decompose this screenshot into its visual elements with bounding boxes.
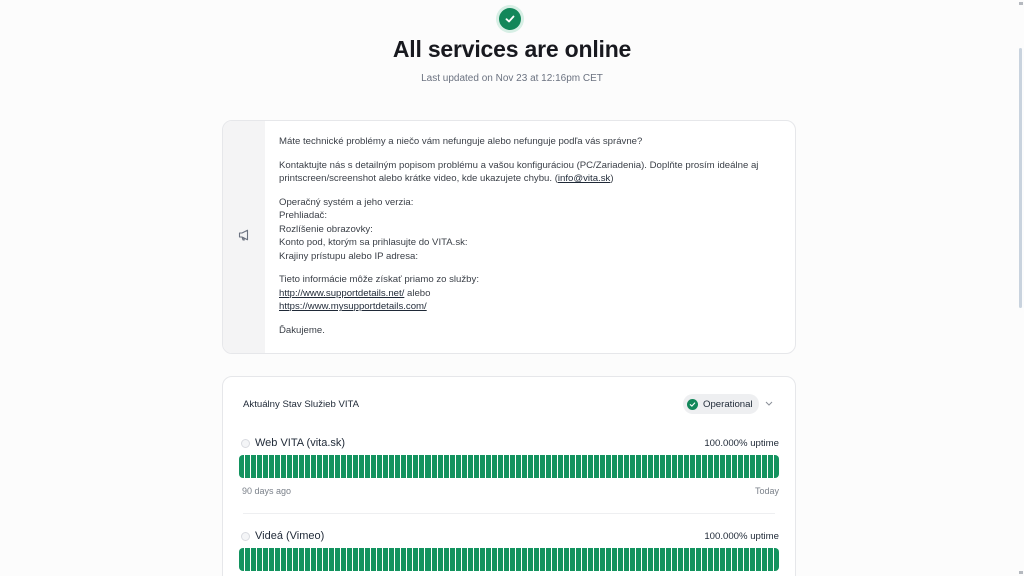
uptime-day-bar[interactable] [588, 548, 593, 571]
uptime-day-bar[interactable] [528, 455, 533, 478]
uptime-day-bar[interactable] [552, 455, 557, 478]
notice-contact [279, 159, 781, 186]
uptime-day-bar[interactable] [311, 548, 316, 571]
uptime-day-bar[interactable] [359, 548, 364, 571]
service-name-wrap [241, 530, 324, 542]
uptime-day-bar[interactable] [257, 548, 262, 571]
uptime-value: 100.000% uptime [704, 531, 779, 542]
uptime-day-bar[interactable] [329, 455, 334, 478]
uptime-day-bar[interactable] [702, 455, 707, 478]
uptime-day-bar[interactable] [462, 548, 467, 571]
uptime-day-bar[interactable] [744, 548, 749, 571]
uptime-day-bar[interactable] [684, 455, 689, 478]
uptime-day-bar[interactable] [762, 455, 767, 478]
uptime-day-bar[interactable] [714, 548, 719, 571]
uptime-day-bar[interactable] [257, 455, 262, 478]
uptime-day-bar[interactable] [546, 455, 551, 478]
uptime-day-bar[interactable] [293, 548, 298, 571]
notice-contact-text: Kontaktujte nás s detailným popisom problému a vašou konfiguráciou (PC/Zariadenia). Doplňte prosím ideálne aj printscreen/screenshot alebo krátke video, kde ukazujete chybu. ( [279, 159, 759, 184]
uptime-day-bar[interactable] [654, 548, 659, 571]
uptime-day-bar[interactable] [522, 548, 527, 571]
field-browser: Prehliadač: [279, 210, 327, 221]
uptime-day-bar[interactable] [540, 455, 545, 478]
uptime-day-bar[interactable] [642, 455, 647, 478]
uptime-day-bar[interactable] [672, 455, 677, 478]
uptime-day-bar[interactable] [768, 548, 773, 571]
uptime-day-bar[interactable] [444, 455, 449, 478]
uptime-day-bar[interactable] [305, 455, 310, 478]
uptime-day-bar[interactable] [660, 548, 665, 571]
uptime-day-bar[interactable] [438, 455, 443, 478]
uptime-day-bar[interactable] [612, 455, 617, 478]
chevron-down-icon[interactable] [763, 397, 775, 409]
uptime-day-bar[interactable] [413, 548, 418, 571]
notice-sidebar [223, 121, 265, 353]
uptime-day-bar[interactable] [774, 548, 779, 571]
uptime-day-bar[interactable] [726, 548, 731, 571]
uptime-day-bar[interactable] [462, 455, 467, 478]
uptime-day-bar[interactable] [299, 548, 304, 571]
uptime-day-bar[interactable] [642, 548, 647, 571]
uptime-day-bar[interactable] [570, 548, 575, 571]
notice-contact-end: ) [610, 173, 614, 184]
uptime-day-bar[interactable] [486, 548, 491, 571]
uptime-day-bar[interactable] [474, 548, 479, 571]
uptime-day-bar[interactable] [618, 455, 623, 478]
uptime-day-bar[interactable] [630, 548, 635, 571]
uptime-day-bar[interactable] [377, 455, 382, 478]
uptime-day-bar[interactable] [269, 455, 274, 478]
uptime-day-bar[interactable] [636, 455, 641, 478]
notice-body [279, 135, 781, 347]
uptime-day-bar[interactable] [648, 548, 653, 571]
field-account: Konto pod, ktorým sa prihlasujte do VITA.sk: [279, 237, 468, 248]
uptime-day-bar[interactable] [636, 548, 641, 571]
uptime-day-bar[interactable] [684, 548, 689, 571]
uptime-day-bar[interactable] [275, 455, 280, 478]
uptime-day-bar[interactable] [425, 548, 430, 571]
uptime-day-bar[interactable] [618, 548, 623, 571]
uptime-day-bar[interactable] [251, 548, 256, 571]
uptime-day-bar[interactable] [444, 548, 449, 571]
page-scrollbar[interactable] [1019, 0, 1024, 576]
uptime-day-bar[interactable] [335, 548, 340, 571]
uptime-day-bar[interactable] [419, 455, 424, 478]
uptime-day-bar[interactable] [305, 548, 310, 571]
uptime-day-bar[interactable] [708, 548, 713, 571]
uptime-day-bar[interactable] [504, 455, 509, 478]
uptime-day-bar[interactable] [522, 455, 527, 478]
operational-badge [683, 394, 759, 414]
uptime-day-bar[interactable] [492, 548, 497, 571]
uptime-day-bar[interactable] [678, 548, 683, 571]
last-updated: Last updated on Nov 23 at 12:16pm CET [421, 73, 603, 84]
uptime-day-bar[interactable] [498, 455, 503, 478]
uptime-day-bar[interactable] [600, 455, 605, 478]
uptime-day-bar[interactable] [516, 455, 521, 478]
uptime-day-bar[interactable] [690, 548, 695, 571]
uptime-day-bar[interactable] [534, 548, 539, 571]
uptime-day-bar[interactable] [263, 548, 268, 571]
uptime-day-bar[interactable] [474, 455, 479, 478]
uptime-day-bar[interactable] [365, 548, 370, 571]
uptime-day-bar[interactable] [335, 455, 340, 478]
uptime-day-bar[interactable] [738, 455, 743, 478]
uptime-day-bar[interactable] [666, 548, 671, 571]
uptime-day-bar[interactable] [413, 455, 418, 478]
uptime-day-bar[interactable] [696, 455, 701, 478]
uptime-day-bar[interactable] [756, 548, 761, 571]
uptime-day-bar[interactable] [576, 548, 581, 571]
uptime-day-bar[interactable] [582, 455, 587, 478]
uptime-day-bar[interactable] [432, 455, 437, 478]
uptime-day-bar[interactable] [287, 455, 292, 478]
uptime-day-bar[interactable] [588, 455, 593, 478]
uptime-day-bar[interactable] [251, 455, 256, 478]
uptime-day-bar[interactable] [456, 548, 461, 571]
uptime-day-bar[interactable] [329, 548, 334, 571]
uptime-day-bar[interactable] [774, 455, 779, 478]
uptime-day-bar[interactable] [341, 548, 346, 571]
service-name: Web VITA (vita.sk) [255, 437, 346, 449]
uptime-day-bar[interactable] [756, 455, 761, 478]
uptime-day-bar[interactable] [612, 548, 617, 571]
uptime-day-bar[interactable] [317, 455, 322, 478]
uptime-day-bar[interactable] [353, 548, 358, 571]
uptime-bars [239, 455, 779, 478]
uptime-day-bar[interactable] [389, 455, 394, 478]
uptime-day-bar[interactable] [702, 548, 707, 571]
service-name-wrap [241, 437, 345, 449]
uptime-day-bar[interactable] [317, 548, 322, 571]
uptime-day-bar[interactable] [281, 455, 286, 478]
uptime-day-bar[interactable] [383, 548, 388, 571]
uptime-day-bar[interactable] [353, 455, 358, 478]
uptime-day-bar[interactable] [269, 548, 274, 571]
uptime-day-bar[interactable] [239, 455, 244, 478]
uptime-day-bar[interactable] [480, 548, 485, 571]
uptime-day-bar[interactable] [275, 548, 280, 571]
notice-card [222, 120, 796, 354]
uptime-day-bar[interactable] [654, 455, 659, 478]
uptime-day-bar[interactable] [570, 455, 575, 478]
uptime-day-bar[interactable] [359, 455, 364, 478]
uptime-day-bar[interactable] [726, 455, 731, 478]
uptime-day-bar[interactable] [528, 548, 533, 571]
uptime-day-bar[interactable] [600, 548, 605, 571]
uptime-day-bar[interactable] [432, 548, 437, 571]
notice-intro: Máte technické problémy a niečo vám nefunguje alebo nefunguje podľa vás správne? [279, 136, 643, 147]
uptime-day-bar[interactable] [371, 455, 376, 478]
notice-links [279, 273, 781, 314]
uptime-day-bar[interactable] [468, 455, 473, 478]
legend-end: Today [754, 486, 779, 496]
service-name: Videá (Vimeo) [255, 530, 325, 542]
uptime-day-bar[interactable] [696, 548, 701, 571]
uptime-day-bar[interactable] [714, 455, 719, 478]
uptime-day-bar[interactable] [383, 455, 388, 478]
notice-fields [279, 196, 781, 264]
uptime-day-bar[interactable] [594, 455, 599, 478]
uptime-day-bar[interactable] [456, 455, 461, 478]
uptime-day-bar[interactable] [606, 548, 611, 571]
uptime-day-bar[interactable] [395, 548, 400, 571]
uptime-day-bar[interactable] [708, 455, 713, 478]
badge-label: Operational [703, 398, 753, 410]
scroll-up-arrow-icon[interactable] [1019, 2, 1023, 5]
uptime-day-bar[interactable] [323, 548, 328, 571]
uptime-day-bar[interactable] [438, 548, 443, 571]
divider [243, 513, 775, 514]
uptime-day-bar[interactable] [564, 548, 569, 571]
uptime-day-bar[interactable] [263, 455, 268, 478]
uptime-day-bar[interactable] [450, 548, 455, 571]
uptime-day-bar[interactable] [750, 455, 755, 478]
uptime-day-bar[interactable] [690, 455, 695, 478]
uptime-value: 100.000% uptime [704, 438, 779, 449]
uptime-day-bar[interactable] [239, 548, 244, 571]
page-title: All services are online [392, 36, 632, 62]
uptime-day-bar[interactable] [738, 548, 743, 571]
uptime-day-bar[interactable] [287, 548, 292, 571]
legend-start: 90 days ago [242, 486, 292, 496]
uptime-day-bar[interactable] [498, 548, 503, 571]
uptime-day-bar[interactable] [293, 455, 298, 478]
uptime-day-bar[interactable] [504, 548, 509, 571]
uptime-day-bar[interactable] [492, 455, 497, 478]
uptime-day-bar[interactable] [594, 548, 599, 571]
uptime-day-bar[interactable] [720, 455, 725, 478]
uptime-day-bar[interactable] [732, 455, 737, 478]
uptime-day-bar[interactable] [624, 548, 629, 571]
status-group-title: Aktuálny Stav Služieb VITA [243, 399, 360, 410]
uptime-day-bar[interactable] [486, 455, 491, 478]
uptime-day-bar[interactable] [419, 548, 424, 571]
uptime-day-bar[interactable] [606, 455, 611, 478]
uptime-day-bar[interactable] [666, 455, 671, 478]
status-dot-icon [241, 532, 250, 541]
uptime-day-bar[interactable] [450, 455, 455, 478]
uptime-day-bar[interactable] [468, 548, 473, 571]
check-circle-icon [687, 399, 698, 410]
uptime-day-bar[interactable] [552, 548, 557, 571]
megaphone-icon [238, 228, 251, 246]
uptime-day-bar[interactable] [299, 455, 304, 478]
uptime-day-bar[interactable] [582, 548, 587, 571]
field-resolution: Rozlíšenie obrazovky: [279, 223, 373, 235]
uptime-day-bar[interactable] [624, 455, 629, 478]
uptime-day-bar[interactable] [311, 455, 316, 478]
uptime-day-bar[interactable] [407, 455, 412, 478]
uptime-day-bar[interactable] [510, 548, 515, 571]
uptime-day-bar[interactable] [648, 455, 653, 478]
uptime-day-bar[interactable] [407, 548, 412, 571]
uptime-day-bar[interactable] [377, 548, 382, 571]
uptime-day-bar[interactable] [678, 455, 683, 478]
uptime-day-bar[interactable] [510, 455, 515, 478]
uptime-bars [239, 548, 779, 571]
uptime-day-bar[interactable] [732, 548, 737, 571]
uptime-day-bar[interactable] [401, 548, 406, 571]
uptime-day-bar[interactable] [425, 455, 430, 478]
uptime-day-bar[interactable] [245, 548, 250, 571]
uptime-day-bar[interactable] [534, 455, 539, 478]
uptime-day-bar[interactable] [768, 455, 773, 478]
uptime-day-bar[interactable] [660, 455, 665, 478]
uptime-day-bar[interactable] [389, 548, 394, 571]
uptime-day-bar[interactable] [347, 548, 352, 571]
uptime-day-bar[interactable] [744, 455, 749, 478]
email-link[interactable]: info@vita.sk [557, 173, 611, 184]
uptime-day-bar[interactable] [480, 455, 485, 478]
scroll-thumb[interactable] [1019, 48, 1022, 308]
uptime-day-bar[interactable] [245, 455, 250, 478]
uptime-day-bar[interactable] [371, 548, 376, 571]
uptime-day-bar[interactable] [762, 548, 767, 571]
status-card [222, 376, 796, 576]
uptime-day-bar[interactable] [401, 455, 406, 478]
uptime-day-bar[interactable] [341, 455, 346, 478]
uptime-day-bar[interactable] [347, 455, 352, 478]
link-separator: alebo [404, 287, 431, 299]
uptime-day-bar[interactable] [558, 548, 563, 571]
uptime-day-bar[interactable] [365, 455, 370, 478]
uptime-day-bar[interactable] [546, 548, 551, 571]
uptime-day-bar[interactable] [630, 455, 635, 478]
uptime-day-bar[interactable] [564, 455, 569, 478]
uptime-day-bar[interactable] [720, 548, 725, 571]
check-circle-icon [496, 5, 524, 33]
uptime-legend [242, 486, 779, 496]
uptime-day-bar[interactable] [516, 548, 521, 571]
status-dot-icon [241, 439, 250, 448]
uptime-day-bar[interactable] [576, 455, 581, 478]
uptime-day-bar[interactable] [281, 548, 286, 571]
scroll-down-arrow-icon[interactable] [1019, 571, 1023, 574]
mysupportdetails-link[interactable]: https://www.mysupportdetails.com/ [279, 301, 427, 312]
supportdetails-link[interactable]: http://www.supportdetails.net/ [279, 287, 405, 299]
field-country-ip: Krajiny prístupu alebo IP adresa: [279, 250, 419, 262]
uptime-day-bar[interactable] [672, 548, 677, 571]
uptime-day-bar[interactable] [395, 455, 400, 478]
uptime-day-bar[interactable] [540, 548, 545, 571]
notice-thanks: Ďakujeme. [279, 324, 325, 336]
uptime-day-bar[interactable] [323, 455, 328, 478]
field-os: Operačný systém a jeho verzia: [279, 196, 414, 208]
uptime-day-bar[interactable] [750, 548, 755, 571]
notice-links-intro: Tieto informácie môže získať priamo zo služby: [279, 274, 479, 285]
uptime-day-bar[interactable] [558, 455, 563, 478]
